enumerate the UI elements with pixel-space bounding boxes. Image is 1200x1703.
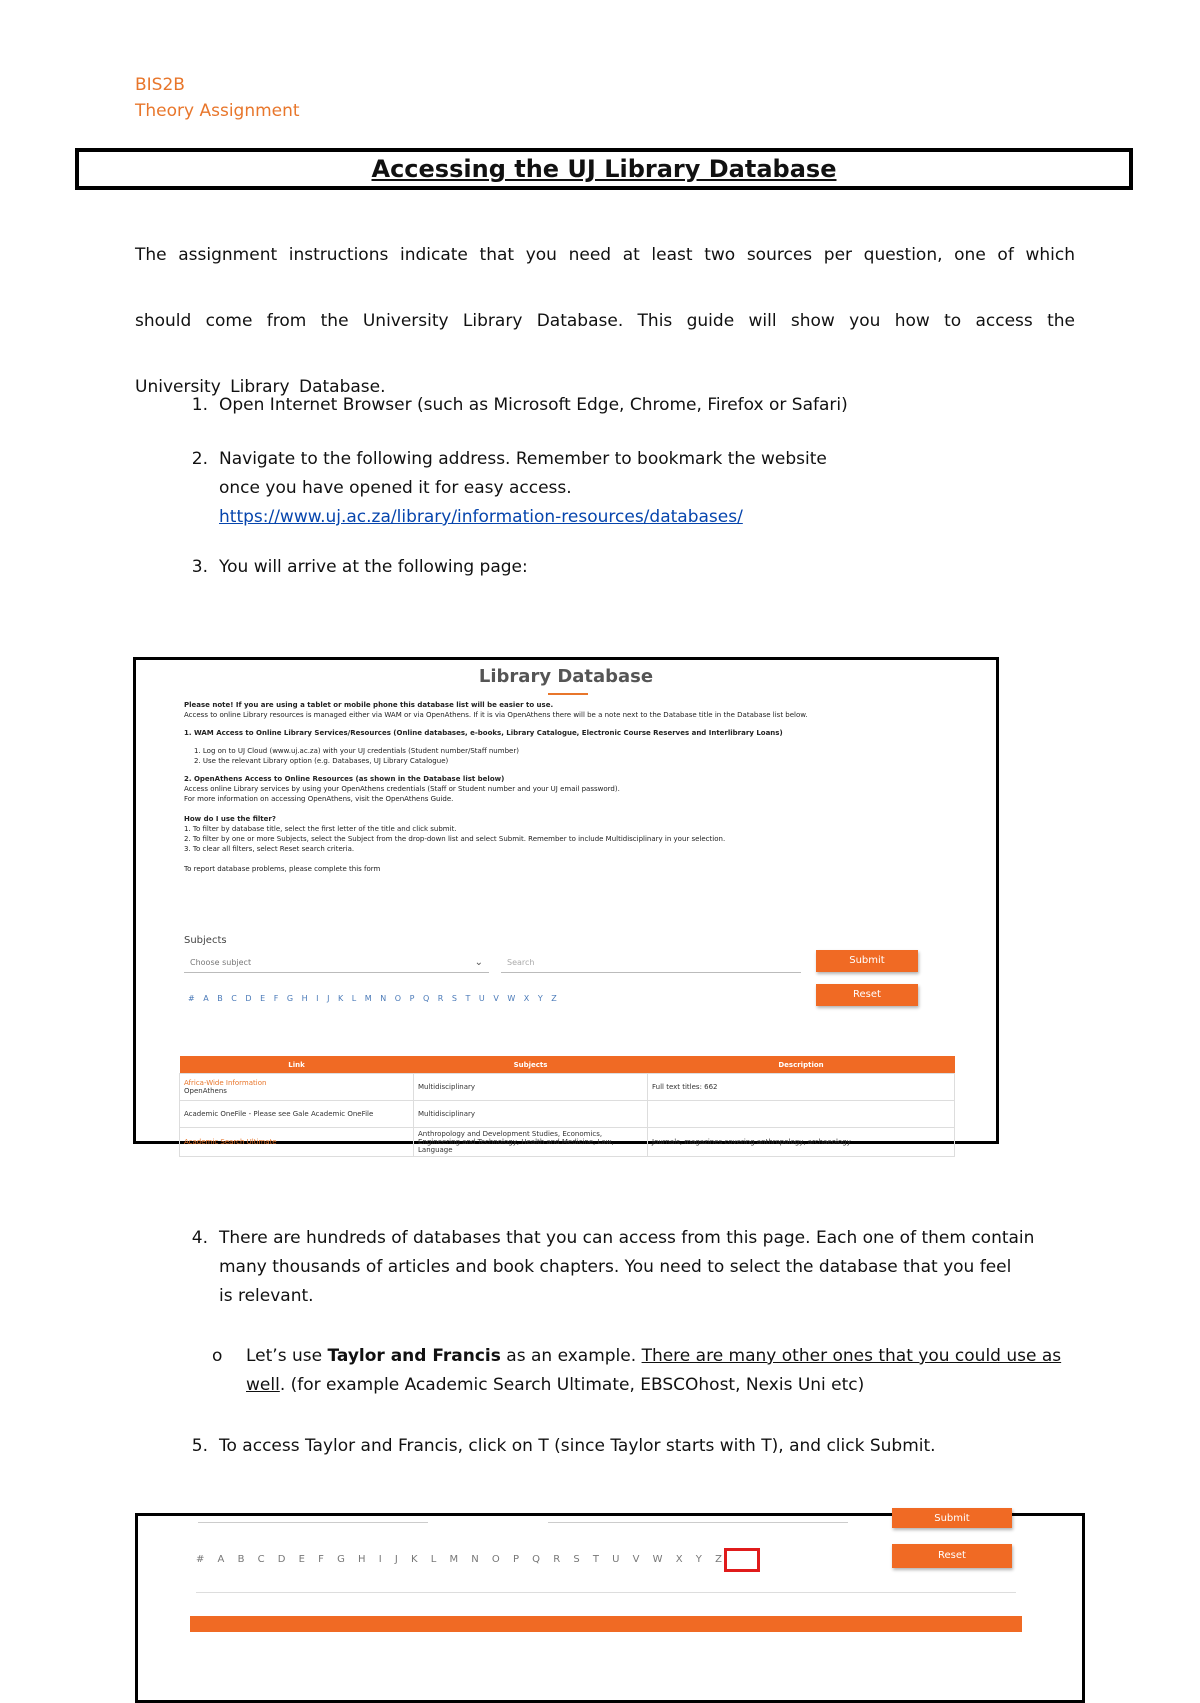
submit-button[interactable]: Submit	[892, 1508, 1012, 1528]
table-row	[180, 1074, 955, 1101]
fine-print: 2. To filter by one or more Subjects, select the Subject from the drop-down list and select Submit. Remember to include Multidisciplinary in your selection.	[184, 835, 726, 843]
fine-print: Please note! If you are using a tablet or mobile phone this database list will be easier to use.	[184, 701, 554, 709]
database-link[interactable]: Academic Search Ultimate	[180, 1128, 414, 1157]
fine-print: Access online Library services by using your OpenAthens credentials (Staff or Student number and your UJ email password).	[184, 785, 620, 793]
intro-paragraph: The assignment instructions indicate that you need at least two sources per question, one of which should come from the University Library Database. This guide will show you how to access the University Library Database.	[135, 245, 1075, 397]
fine-print: 1. To filter by database title, select the first letter of the title and click submit.	[184, 825, 457, 833]
title-underline	[548, 693, 588, 695]
reset-button[interactable]: Reset	[892, 1544, 1012, 1568]
step-number: 4.	[191, 1228, 208, 1248]
bullet-bold: Taylor and Francis	[327, 1346, 501, 1366]
fine-print: How do I use the filter?	[184, 815, 276, 823]
database-table	[179, 1056, 955, 1157]
reset-button[interactable]: Reset	[816, 984, 918, 1006]
search-input[interactable]: Search	[501, 953, 801, 973]
t-letter-highlight	[724, 1548, 760, 1572]
step-number: 1.	[191, 395, 208, 415]
course-code: BIS2B	[135, 75, 185, 95]
table-row	[180, 1128, 955, 1157]
step-text-line: There are hundreds of databases that you can access from this page. Each one of them contain	[219, 1228, 1035, 1248]
table-header: Subjects	[414, 1056, 648, 1074]
table-cell: Multidisciplinary	[414, 1074, 648, 1101]
library-database-screenshot	[133, 657, 999, 1154]
step-text: To access Taylor and Francis, click on T (since Taylor starts with T), and click Submit.	[219, 1436, 936, 1456]
access-note: OpenAthens	[184, 1087, 227, 1095]
fine-print: 1. Log on to UJ Cloud (www.uj.ac.za) with your UJ credentials (Student number/Staff number)	[194, 747, 519, 755]
select-underline	[198, 1522, 428, 1523]
step-text: You will arrive at the following page:	[219, 557, 528, 577]
alphabet-filter[interactable]: # A B C D E F G H I J K L M N O P Q R S T U V W X Y Z	[188, 994, 560, 1003]
table-row	[180, 1101, 955, 1128]
step-text-line: is relevant.	[219, 1286, 314, 1306]
alphabet-filter-screenshot	[135, 1513, 1085, 1703]
search-underline	[548, 1522, 848, 1523]
bullet-marker: o	[212, 1346, 223, 1366]
fine-print: To report database problems, please complete this form	[184, 865, 381, 873]
fine-print: 1. WAM Access to Online Library Services/Resources (Online databases, e-books, Library Catalogue, Electronic Course Reserves and Interlibrary Loans)	[184, 729, 783, 737]
table-cell: Multidisciplinary	[414, 1101, 648, 1128]
fine-print: 2. Use the relevant Library option (e.g. Databases, UJ Library Catalogue)	[194, 757, 449, 765]
submit-button[interactable]: Submit	[816, 950, 918, 972]
databases-link[interactable]: https://www.uj.ac.za/library/information-resources/databases/	[219, 507, 743, 527]
fine-print: Access to online Library resources is managed either via WAM or via OpenAthens. If it is via OpenAthens there will be a note next to the Database title in the Database list below.	[184, 711, 808, 719]
page-title: Accessing the UJ Library Database	[371, 155, 837, 183]
fine-print: 2. OpenAthens Access to Online Resources (as shown in the Database list below)	[184, 775, 505, 783]
step-number: 5.	[191, 1436, 208, 1456]
library-database-title: Library Database	[478, 666, 654, 687]
doc-subtitle: Theory Assignment	[135, 101, 300, 121]
bullet-underlined: There are many other ones that you could use as well	[246, 1346, 1062, 1395]
doc-header	[135, 72, 300, 124]
fine-print: 3. To clear all filters, select Reset search criteria.	[184, 845, 355, 853]
table-header: Description	[648, 1056, 955, 1074]
bullet-text	[246, 1342, 1086, 1400]
fine-print: For more information on accessing OpenAthens, visit the OpenAthens Guide.	[184, 795, 454, 803]
step-text: Open Internet Browser (such as Microsoft Edge, Chrome, Firefox or Safari)	[219, 395, 848, 415]
table-header: Link	[180, 1056, 414, 1074]
table-cell	[648, 1101, 955, 1128]
database-link[interactable]: Africa-Wide Information	[184, 1079, 267, 1087]
step-number: 2.	[191, 449, 208, 469]
step-text-line: many thousands of articles and book chapters. You need to select the database that you feel	[219, 1257, 1012, 1277]
alphabet-filter[interactable]: # A B C D E F G H I J K L M N O P Q R S T U V W X Y Z	[196, 1554, 727, 1565]
step-number: 3.	[191, 557, 208, 577]
step-text-line: Navigate to the following address. Remember to bookmark the website	[219, 449, 827, 469]
subject-select[interactable]	[184, 953, 489, 973]
table-cell: Journals, magazines covering anthropology, archaeology	[648, 1128, 955, 1157]
table-cell: Anthropology and Development Studies, Economics, Engineering and Technology, Health and Medicine, Law, Language	[414, 1128, 648, 1157]
subject-select-value: Choose subject	[190, 958, 252, 967]
table-header-bar	[190, 1616, 1022, 1632]
database-link[interactable]: Academic OneFile - Please see Gale Academic OneFile	[180, 1101, 414, 1128]
step-text-line: once you have opened it for easy access.	[219, 478, 572, 498]
subjects-label: Subjects	[184, 935, 227, 946]
bullet-text-part: Let’s use	[246, 1346, 328, 1366]
title-box	[75, 148, 1133, 190]
bullet-text-part: . (for example Academic Search Ultimate, EBSCOhost, Nexis Uni etc)	[279, 1375, 865, 1395]
chevron-down-icon: ⌄	[474, 957, 483, 968]
bullet-text-part: as an example.	[500, 1346, 642, 1366]
divider	[196, 1592, 1016, 1593]
table-cell: Full text titles: 662	[648, 1074, 955, 1101]
